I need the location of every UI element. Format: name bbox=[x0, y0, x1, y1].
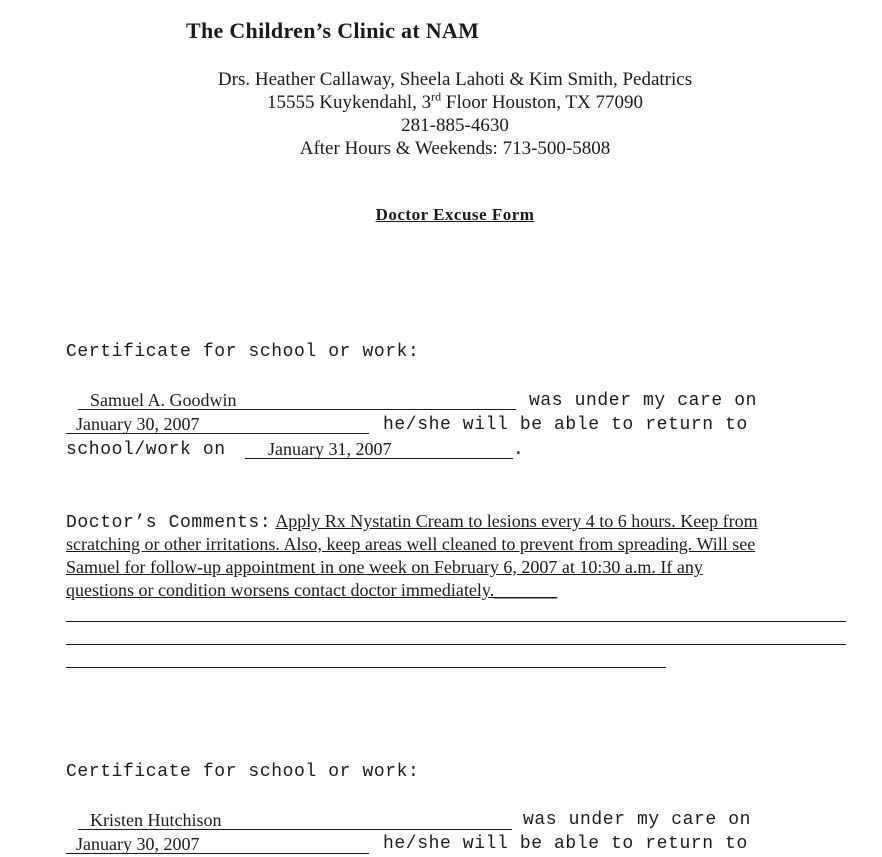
comments-label: Doctor’s Comments: bbox=[66, 513, 272, 533]
certificate-2-patient-name: Kristen Hutchison bbox=[90, 810, 222, 830]
comment-text-3: Samuel for follow-up appointment in one week on February 6, 2007 at 10:30 a.m. If any bbox=[66, 557, 703, 577]
certificate-2-heading: Certificate for school or work: bbox=[66, 762, 420, 782]
address-floor-suffix: rd bbox=[431, 89, 442, 104]
certificate-1-care-text: was under my care on bbox=[529, 391, 758, 411]
certificate-2-care-text: was under my care on bbox=[523, 810, 752, 830]
comment-line-3 bbox=[66, 556, 856, 579]
form-title: Doctor Excuse Form bbox=[375, 205, 535, 224]
comment-text-1: Apply Rx Nystatin Cream to lesions every 4 to 6 hours. Keep from bbox=[275, 511, 758, 531]
certificate-1-school-work-text: school/work on bbox=[66, 440, 226, 460]
certificate-1-return-text: he/she will be able to return to bbox=[383, 415, 748, 435]
comment-blank-line-3 bbox=[66, 667, 666, 668]
certificate-1-return-date: January 31, 2007 bbox=[268, 439, 392, 459]
comment-line-4 bbox=[66, 579, 856, 602]
certificate-1-patient-name: Samuel A. Goodwin bbox=[90, 390, 237, 410]
comment-blank-line-1 bbox=[66, 621, 846, 622]
certificate-1-care-date: January 30, 2007 bbox=[76, 414, 200, 434]
certificate-1-heading: Certificate for school or work: bbox=[66, 342, 420, 362]
certificate-1-end-period: . bbox=[513, 440, 525, 460]
address-line bbox=[0, 89, 882, 114]
comment-text-4: questions or condition worsens contact doctor immediately._______ bbox=[66, 580, 558, 600]
after-hours-line: After Hours & Weekends: 713-500-5808 bbox=[299, 138, 611, 159]
address-city: Floor Houston, TX 77090 bbox=[441, 92, 643, 113]
comment-blank-line-2 bbox=[66, 644, 846, 645]
doctor-comments bbox=[66, 510, 856, 602]
comment-line-1 bbox=[66, 510, 856, 533]
phone-line: 281-885-4630 bbox=[401, 115, 509, 136]
doctors-line: Drs. Heather Callaway, Sheela Lahoti & Kim Smith, Pedatrics bbox=[217, 69, 693, 90]
address-street: 15555 Kuykendahl, 3 bbox=[267, 92, 432, 113]
comment-text-2: scratching or other irritations. Also, keep areas well cleaned to prevent from spreading. Will see bbox=[66, 534, 756, 554]
certificate-2-care-date: January 30, 2007 bbox=[76, 834, 200, 854]
certificate-2-return-text: he/she will be able to return to bbox=[383, 834, 748, 854]
comment-line-2 bbox=[66, 533, 856, 556]
clinic-name: The Children’s Clinic at NAM bbox=[186, 18, 480, 43]
